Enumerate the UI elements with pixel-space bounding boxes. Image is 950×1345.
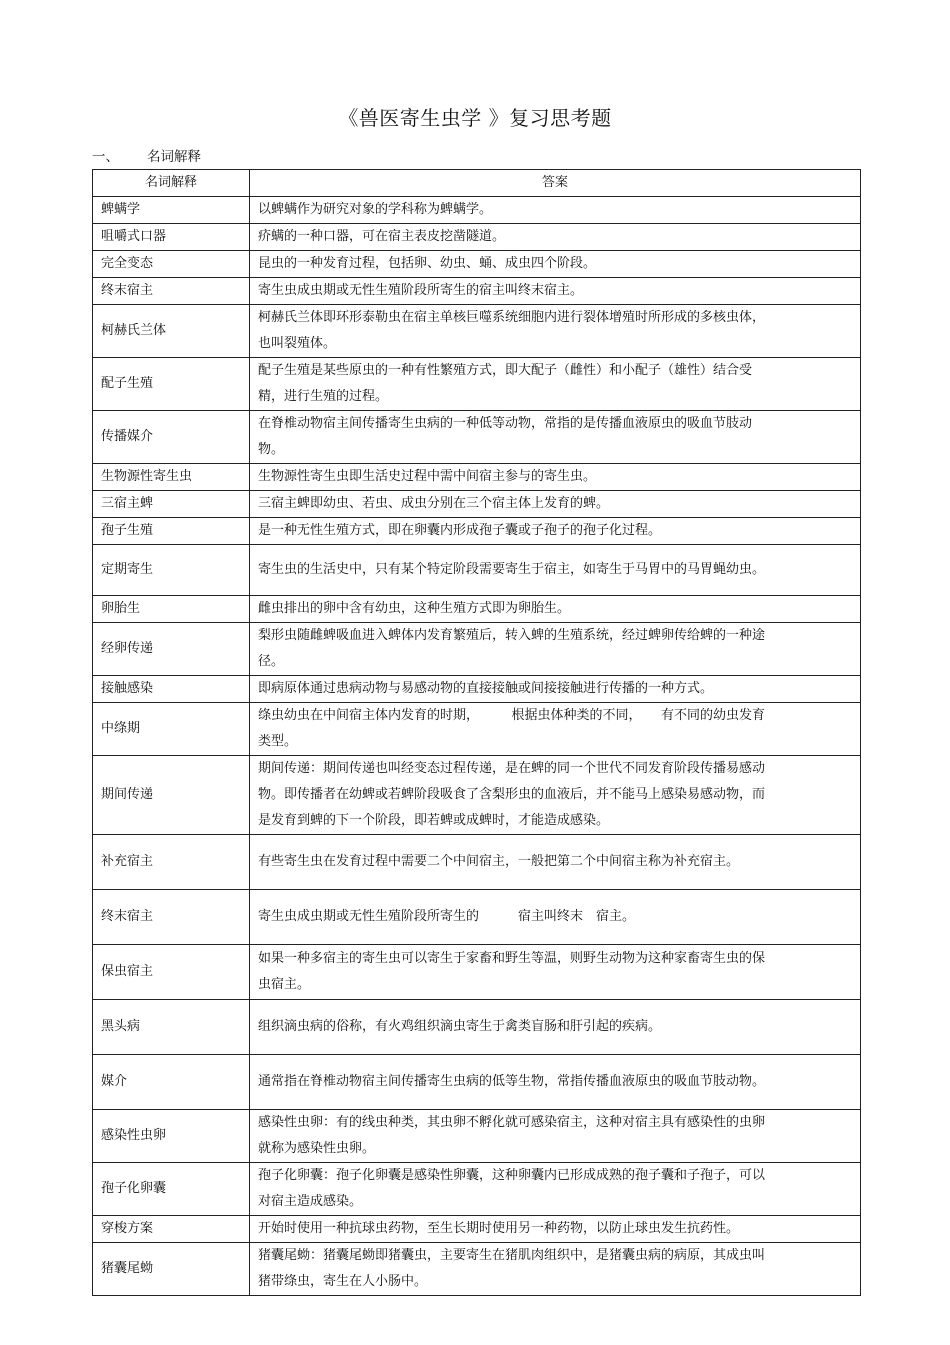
term-cell: 柯赫氏兰体: [93, 305, 250, 358]
section-heading: [92, 145, 201, 165]
table-row: [93, 945, 861, 1000]
answer-cell: 昆虫的一种发育过程，包括卵、幼虫、蛹、成虫四个阶段。: [250, 251, 861, 278]
term-cell: 传播媒介: [93, 411, 250, 464]
table-row: [93, 890, 861, 945]
table-row: [93, 1243, 861, 1296]
answer-cell: 有些寄生虫在发育过程中需要二个中间宿主，一般把第二个中间宿主称为补充宿主。: [250, 835, 861, 890]
answer-cell: 柯赫氏兰体即环形泰勒虫在宿主单核巨噬系统细胞内进行裂体增殖时所形成的多核虫体，也叫裂殖体。: [250, 305, 861, 358]
term-cell: 蜱螨学: [93, 197, 250, 224]
term-cell: 配子生殖: [93, 358, 250, 411]
answer-cell: 孢子化卵囊：孢子化卵囊是感染性卵囊，这种卵囊内已形成成熟的孢子囊和子孢子，可以对宿主造成感染。: [250, 1163, 861, 1216]
term-cell: 感染性虫卵: [93, 1110, 250, 1163]
term-cell: 生物源性寄生虫: [93, 464, 250, 491]
term-cell: 中绦期: [93, 703, 250, 756]
term-cell: 完全变态: [93, 251, 250, 278]
term-cell: 黑头病: [93, 1000, 250, 1055]
answer-cell: 疥螨的一种口器，可在宿主表皮挖凿隧道。: [250, 224, 861, 251]
term-cell: 媒介: [93, 1055, 250, 1110]
table-row: [93, 1110, 861, 1163]
term-cell: 终末宿主: [93, 890, 250, 945]
table-row: [93, 756, 861, 835]
answer-cell: 生物源性寄生虫即生活史过程中需中间宿主参与的寄生虫。: [250, 464, 861, 491]
table-row: [93, 305, 861, 358]
table-row: [93, 596, 861, 623]
answer-cell: 寄生虫的生活史中，只有某个特定阶段需要寄生于宿主，如寄生于马胃中的马胃蝇幼虫。: [250, 545, 861, 596]
term-cell: 孢子化卵囊: [93, 1163, 250, 1216]
answer-cell: 以蜱螨作为研究对象的学科称为蜱螨学。: [250, 197, 861, 224]
table-row: [93, 411, 861, 464]
table-row: [93, 358, 861, 411]
answer-cell: 寄生虫成虫期或无性生殖阶段所寄生的宿主叫终末宿主。: [250, 278, 861, 305]
answer-cell: 雌虫排出的卵中含有幼虫，这种生殖方式即为卵胎生。: [250, 596, 861, 623]
term-cell: 卵胎生: [93, 596, 250, 623]
answer-cell: 感染性虫卵：有的线虫种类，其虫卵不孵化就可感染宿主，这种对宿主具有感染性的虫卵就称为感染性虫卵。: [250, 1110, 861, 1163]
table-row: [93, 623, 861, 676]
answer-cell: 是一种无性生殖方式，即在卵囊内形成孢子囊或子孢子的孢子化过程。: [250, 518, 861, 545]
answer-cell: 即病原体通过患病动物与易感动物的直接接触或间接接触进行传播的一种方式。: [250, 676, 861, 703]
table-row: [93, 545, 861, 596]
term-cell: 补充宿主: [93, 835, 250, 890]
table-row: [93, 1055, 861, 1110]
answer-cell: 开始时使用一种抗球虫药物，至生长期时使用另一种药物，以防止球虫发生抗药性。: [250, 1216, 861, 1243]
answer-cell: 猪囊尾蚴：猪囊尾蚴即猪囊虫，主要寄生在猪肌肉组织中，是猪囊虫病的病原，其成虫叫猪带绦虫，寄生在人小肠中。: [250, 1243, 861, 1296]
answer-cell: 寄生虫成虫期或无性生殖阶段所寄生的 宿主叫终末 宿主。: [250, 890, 861, 945]
glossary-table: [92, 169, 861, 1296]
term-cell: 保虫宿主: [93, 945, 250, 1000]
term-cell: 猪囊尾蚴: [93, 1243, 250, 1296]
table-row: [93, 1163, 861, 1216]
answer-cell: 组织滴虫病的俗称，有火鸡组织滴虫寄生于禽类盲肠和肝引起的疾病。: [250, 1000, 861, 1055]
column-header-term: 名词解释: [93, 170, 250, 197]
answer-cell: 通常指在脊椎动物宿主间传播寄生虫病的低等生物，常指传播血液原虫的吸血节肢动物。: [250, 1055, 861, 1110]
table-row: [93, 1216, 861, 1243]
term-cell: 经卵传递: [93, 623, 250, 676]
answer-cell: 绦虫幼虫在中间宿主体内发育的时期， 根据虫体种类的不同， 有不同的幼虫发育类型。: [250, 703, 861, 756]
table-row: [93, 464, 861, 491]
table-row: [93, 703, 861, 756]
term-cell: 孢子生殖: [93, 518, 250, 545]
term-cell: 终末宿主: [93, 278, 250, 305]
term-cell: 三宿主蜱: [93, 491, 250, 518]
section-number: 一、: [92, 149, 119, 165]
answer-cell: 配子生殖是某些原虫的一种有性繁殖方式，即大配子（雌性）和小配子（雄性）结合受精，进行生殖的过程。: [250, 358, 861, 411]
term-cell: 穿梭方案: [93, 1216, 250, 1243]
answer-cell: 期间传递：期间传递也叫经变态过程传递，是在蜱的同一个世代不同发育阶段传播易感动物。即传播者在幼蜱或若蜱阶段吸食了含梨形虫的血液后，并不能马上感染易感动物，而是发育到蜱的下一个阶段，即若蜱或成蜱时，才能造成感染。: [250, 756, 861, 835]
table-row: [93, 224, 861, 251]
term-cell: 定期寄生: [93, 545, 250, 596]
table-row: [93, 518, 861, 545]
table-row: [93, 1000, 861, 1055]
section-title: 名词解释: [147, 149, 201, 165]
table-header-row: [93, 170, 861, 197]
answer-cell: 如果一种多宿主的寄生虫可以寄生于家畜和野生等温，则野生动物为这种家畜寄生虫的保虫宿主。: [250, 945, 861, 1000]
column-header-answer: 答案: [250, 170, 861, 197]
answer-cell: 在脊椎动物宿主间传播寄生虫病的一种低等动物，常指的是传播血液原虫的吸血节肢动物。: [250, 411, 861, 464]
term-cell: 咀嚼式口器: [93, 224, 250, 251]
table-row: [93, 278, 861, 305]
table-row: [93, 197, 861, 224]
table-row: [93, 251, 861, 278]
table-row: [93, 491, 861, 518]
document-title: 《兽医寄生虫学 》复习思考题: [338, 106, 612, 130]
term-cell: 接触感染: [93, 676, 250, 703]
answer-cell: 三宿主蜱即幼虫、若虫、成虫分别在三个宿主体上发育的蜱。: [250, 491, 861, 518]
table-row: [93, 835, 861, 890]
table-row: [93, 676, 861, 703]
term-cell: 期间传递: [93, 756, 250, 835]
answer-cell: 梨形虫随雌蜱吸血进入蜱体内发育繁殖后，转入蜱的生殖系统，经过蜱卵传给蜱的一种途径。: [250, 623, 861, 676]
